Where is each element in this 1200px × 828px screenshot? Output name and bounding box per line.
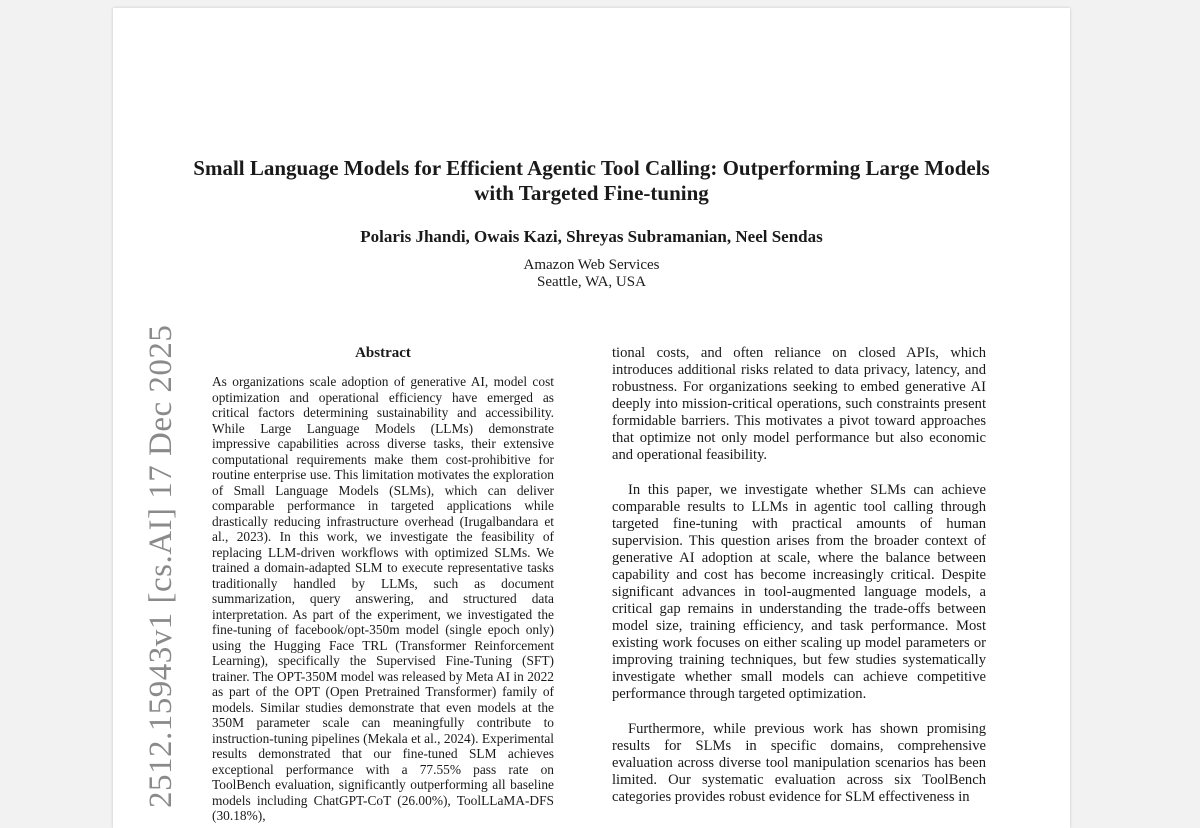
paper-authors: Polaris Jhandi, Owais Kazi, Shreyas Subramanian, Neel Sendas: [360, 227, 823, 246]
affiliation-location: Seattle, WA, USA: [537, 274, 646, 290]
affiliation-organization: Amazon Web Services: [523, 257, 660, 273]
body-paragraph: In this paper, we investigate whether SLMs can achieve comparable results to LLMs in agentic tool calling through targeted fine-tuning with practical amounts of human supervision. This question arises from the broader context of generative AI adoption at scale, where the balance between capability and cost has become increasingly critical. Despite significant advances in tool-augmented language models, a critical gap remains in understanding the trade-offs between model size, training efficiency, and task performance. Most existing work focuses on either scaling up model parameters or improving training techniques, but few studies systematically investigate whether small models can achieve competitive performance through targeted optimization.: [612, 482, 986, 702]
pdf-page: [113, 8, 1070, 828]
body-paragraph: Furthermore, while previous work has shown promising results for SLMs in specific domains, comprehensive evaluation across diverse tool manipulation scenarios has been limited. Our systematic evaluation across six ToolBench categories provides robust evidence for SLM effectiveness in: [612, 721, 986, 805]
paper-title: Small Language Models for Efficient Agentic Tool Calling: Outperforming Large Models with Targeted Fine-tuning: [193, 156, 990, 205]
abstract-heading: Abstract: [355, 345, 411, 361]
abstract-text: As organizations scale adoption of generative AI, model cost optimization and operational efficiency have emerged as critical factors determining sustainability and accessibility. While Large Language Models (LLMs) demonstrate impressive capabilities across diverse tasks, their extensive computational requirements make them cost-prohibitive for routine enterprise use. This limitation motivates the exploration of Small Language Models (SLMs), which can deliver comparable performance in targeted applications while drastically reducing infrastructure overhead (Irugalbandara et al., 2023). In this work, we investigate the feasibility of replacing LLM-driven workflows with optimized SLMs. We trained a domain-adapted SLM to execute representative tasks traditionally handled by LLMs, such as document summarization, query answering, and structured data interpretation. As part of the experiment, we investigated the fine-tuning of facebook/opt-350m model (single epoch only) using the Hugging Face TRL (Transformer Reinforcement Learning), specifically the Supervised Fine-Tuning (SFT) trainer. The OPT-350M model was released by Meta AI in 2022 as part of the OPT (Open Pretrained Transformer) family of models. Similar studies demonstrate that even models at the 350M parameter scale can meaningfully contribute to instruction-tuning pipelines (Mekala et al., 2024). Experimental results demonstrated that our fine-tuned SLM achieves exceptional performance with a 77.55% pass rate on ToolBench evaluation, significantly outperforming all baseline models including ChatGPT-CoT (26.00%), ToolLLaMA-DFS (30.18%),: [212, 374, 554, 823]
body-paragraph: tional costs, and often reliance on closed APIs, which introduces additional risks related to data privacy, latency, and robustness. For organizations seeking to embed generative AI deeply into mission-critical operations, such constraints present formidable barriers. This motivates a pivot toward approaches that optimize not only model performance but also economic and operational feasibility.: [612, 345, 986, 463]
body-right-column: [612, 345, 986, 824]
author-affiliation: [173, 257, 1010, 291]
arxiv-identifier-stamp: 2512.15943v1 [cs.AI] 17 Dec 2025: [143, 324, 179, 808]
